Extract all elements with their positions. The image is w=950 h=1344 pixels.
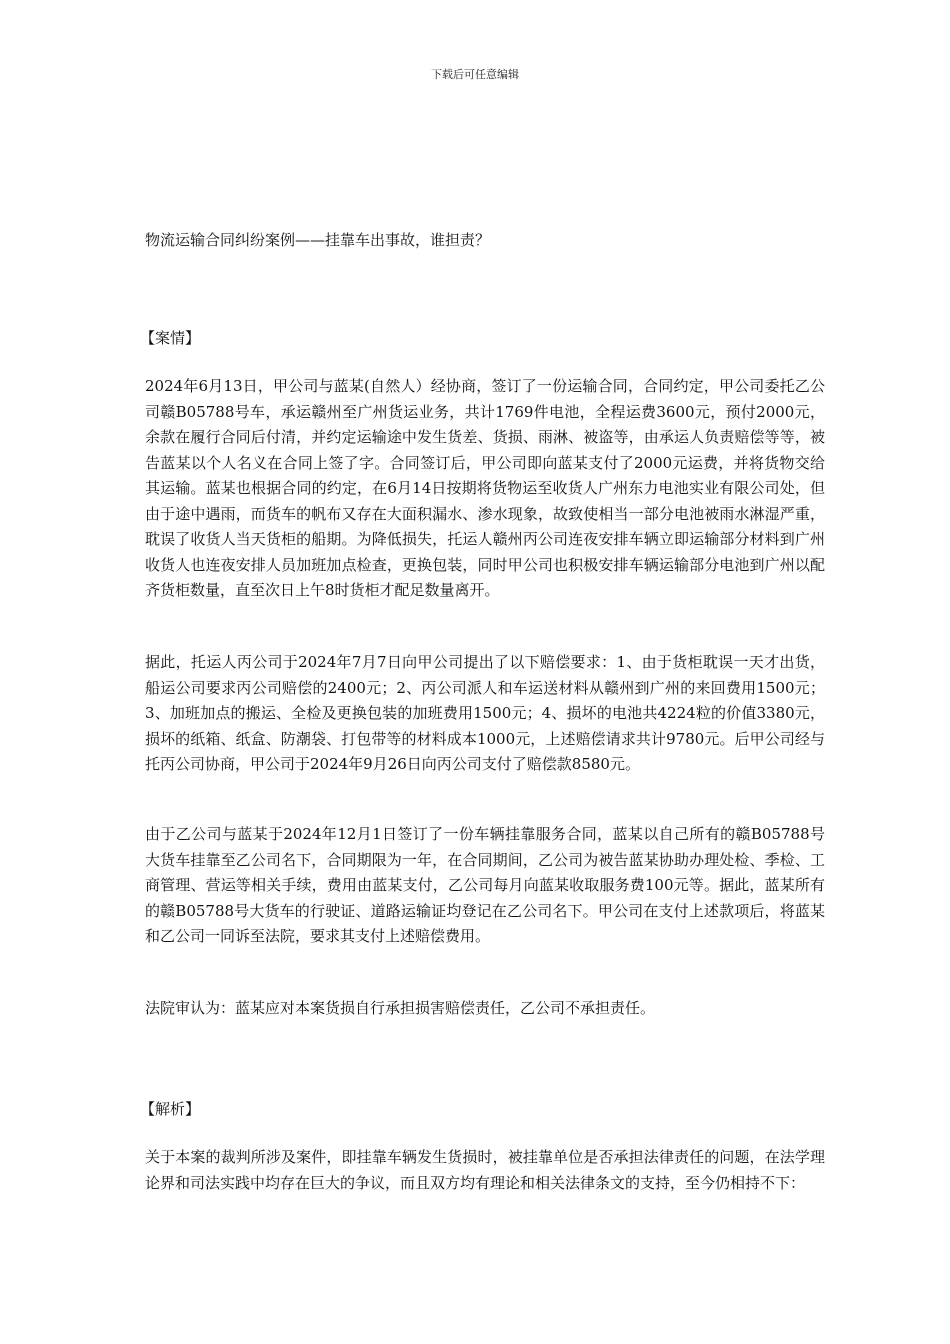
paragraph-analysis-intro: 关于本案的裁判所涉及案件，即挂靠车辆发生货损时，被挂靠单位是否承担法律责任的问题，在法学理论界和司法实践中均存在巨大的争议，而且双方均有理论和相关法律条文的支持，至今仍相持不下： [145,1148,825,1192]
document-title: 物流运输合同纠纷案例——挂靠车出事故，谁担责？ [145,231,491,249]
paragraph-affiliation-contract: 由于乙公司与蓝某于2024年12月1日签订了一份车辆挂靠服务合同，蓝某以自己所有的赣B05788号大货车挂靠至乙公司名下，合同期限为一年，在合同期间，乙公司为被告蓝某协助办理处检、季检、工商管理、营运等相关手续，费用由蓝某支付，乙公司每月向蓝某收取服务费100元等。据此，蓝某所有的赣B05788号大货车的行驶证、道路运输证均登记在乙公司名下。甲公司在支付上述款项后，将蓝某和乙公司一同诉至法院，要求其支付上述赔偿费用。 [145,825,825,945]
paragraph-case-facts: 2024年6月13日，甲公司与蓝某(自然人）经协商，签订了一份运输合同，合同约定，甲公司委托乙公司赣B05788号车，承运赣州至广州货运业务，共计1769件电池，全程运费3600元，预付2000元，余款在履行合同后付清，并约定运输途中发生货差、货损、雨淋、被盗等，由承运人负责赔偿等等，被告蓝某以个人名义在合同上签了字。合同签订后，甲公司即向蓝某支付了2000元运费，并将货物交给其运输。蓝某也根据合同的约定，在6月14日按期将货物运至收货人广州东力电池实业有限公司处，但由于途中遇雨，而货车的帆布又存在大面积漏水、渗水现象，故致使相当一部分电池被雨水淋湿严重，耽误了收货人当天货柜的船期。为降低损失，托运人赣州丙公司连夜安排车辆立即运输部分材料到广州收货人也连夜安排人员加班加点检查，更换包装，同时甲公司也积极安排车辆运输部分电池到广州以配齐货柜数量，直至次日上午8时货柜才配足数量离开。 [145,377,825,599]
paragraph-compensation-claims: 据此，托运人丙公司于2024年7月7日向甲公司提出了以下赔偿要求：1、由于货柜耽误一天才出货，船运公司要求丙公司赔偿的2400元；2、丙公司派人和车运送材料从赣州到广州的来回费用1500元；3、加班加点的搬运、全检及更换包装的加班费用1500元；4、损坏的电池共4224粒的价值3380元，损坏的纸箱、纸盒、防潮袋、打包带等的材料成本1000元，上述赔偿请求共计9780元。后甲公司经与托丙公司协商，甲公司于2024年9月26日向丙公司支付了赔偿款8580元。 [145,653,825,773]
section-heading-case: 【案情】 [140,329,201,347]
section-heading-analysis: 【解析】 [140,1100,201,1118]
paragraph-court-ruling: 法院审认为：蓝某应对本案货损自行承担损害赔偿责任，乙公司不承担责任。 [145,999,656,1017]
page-header-note: 下载后可任意编辑 [431,68,519,81]
